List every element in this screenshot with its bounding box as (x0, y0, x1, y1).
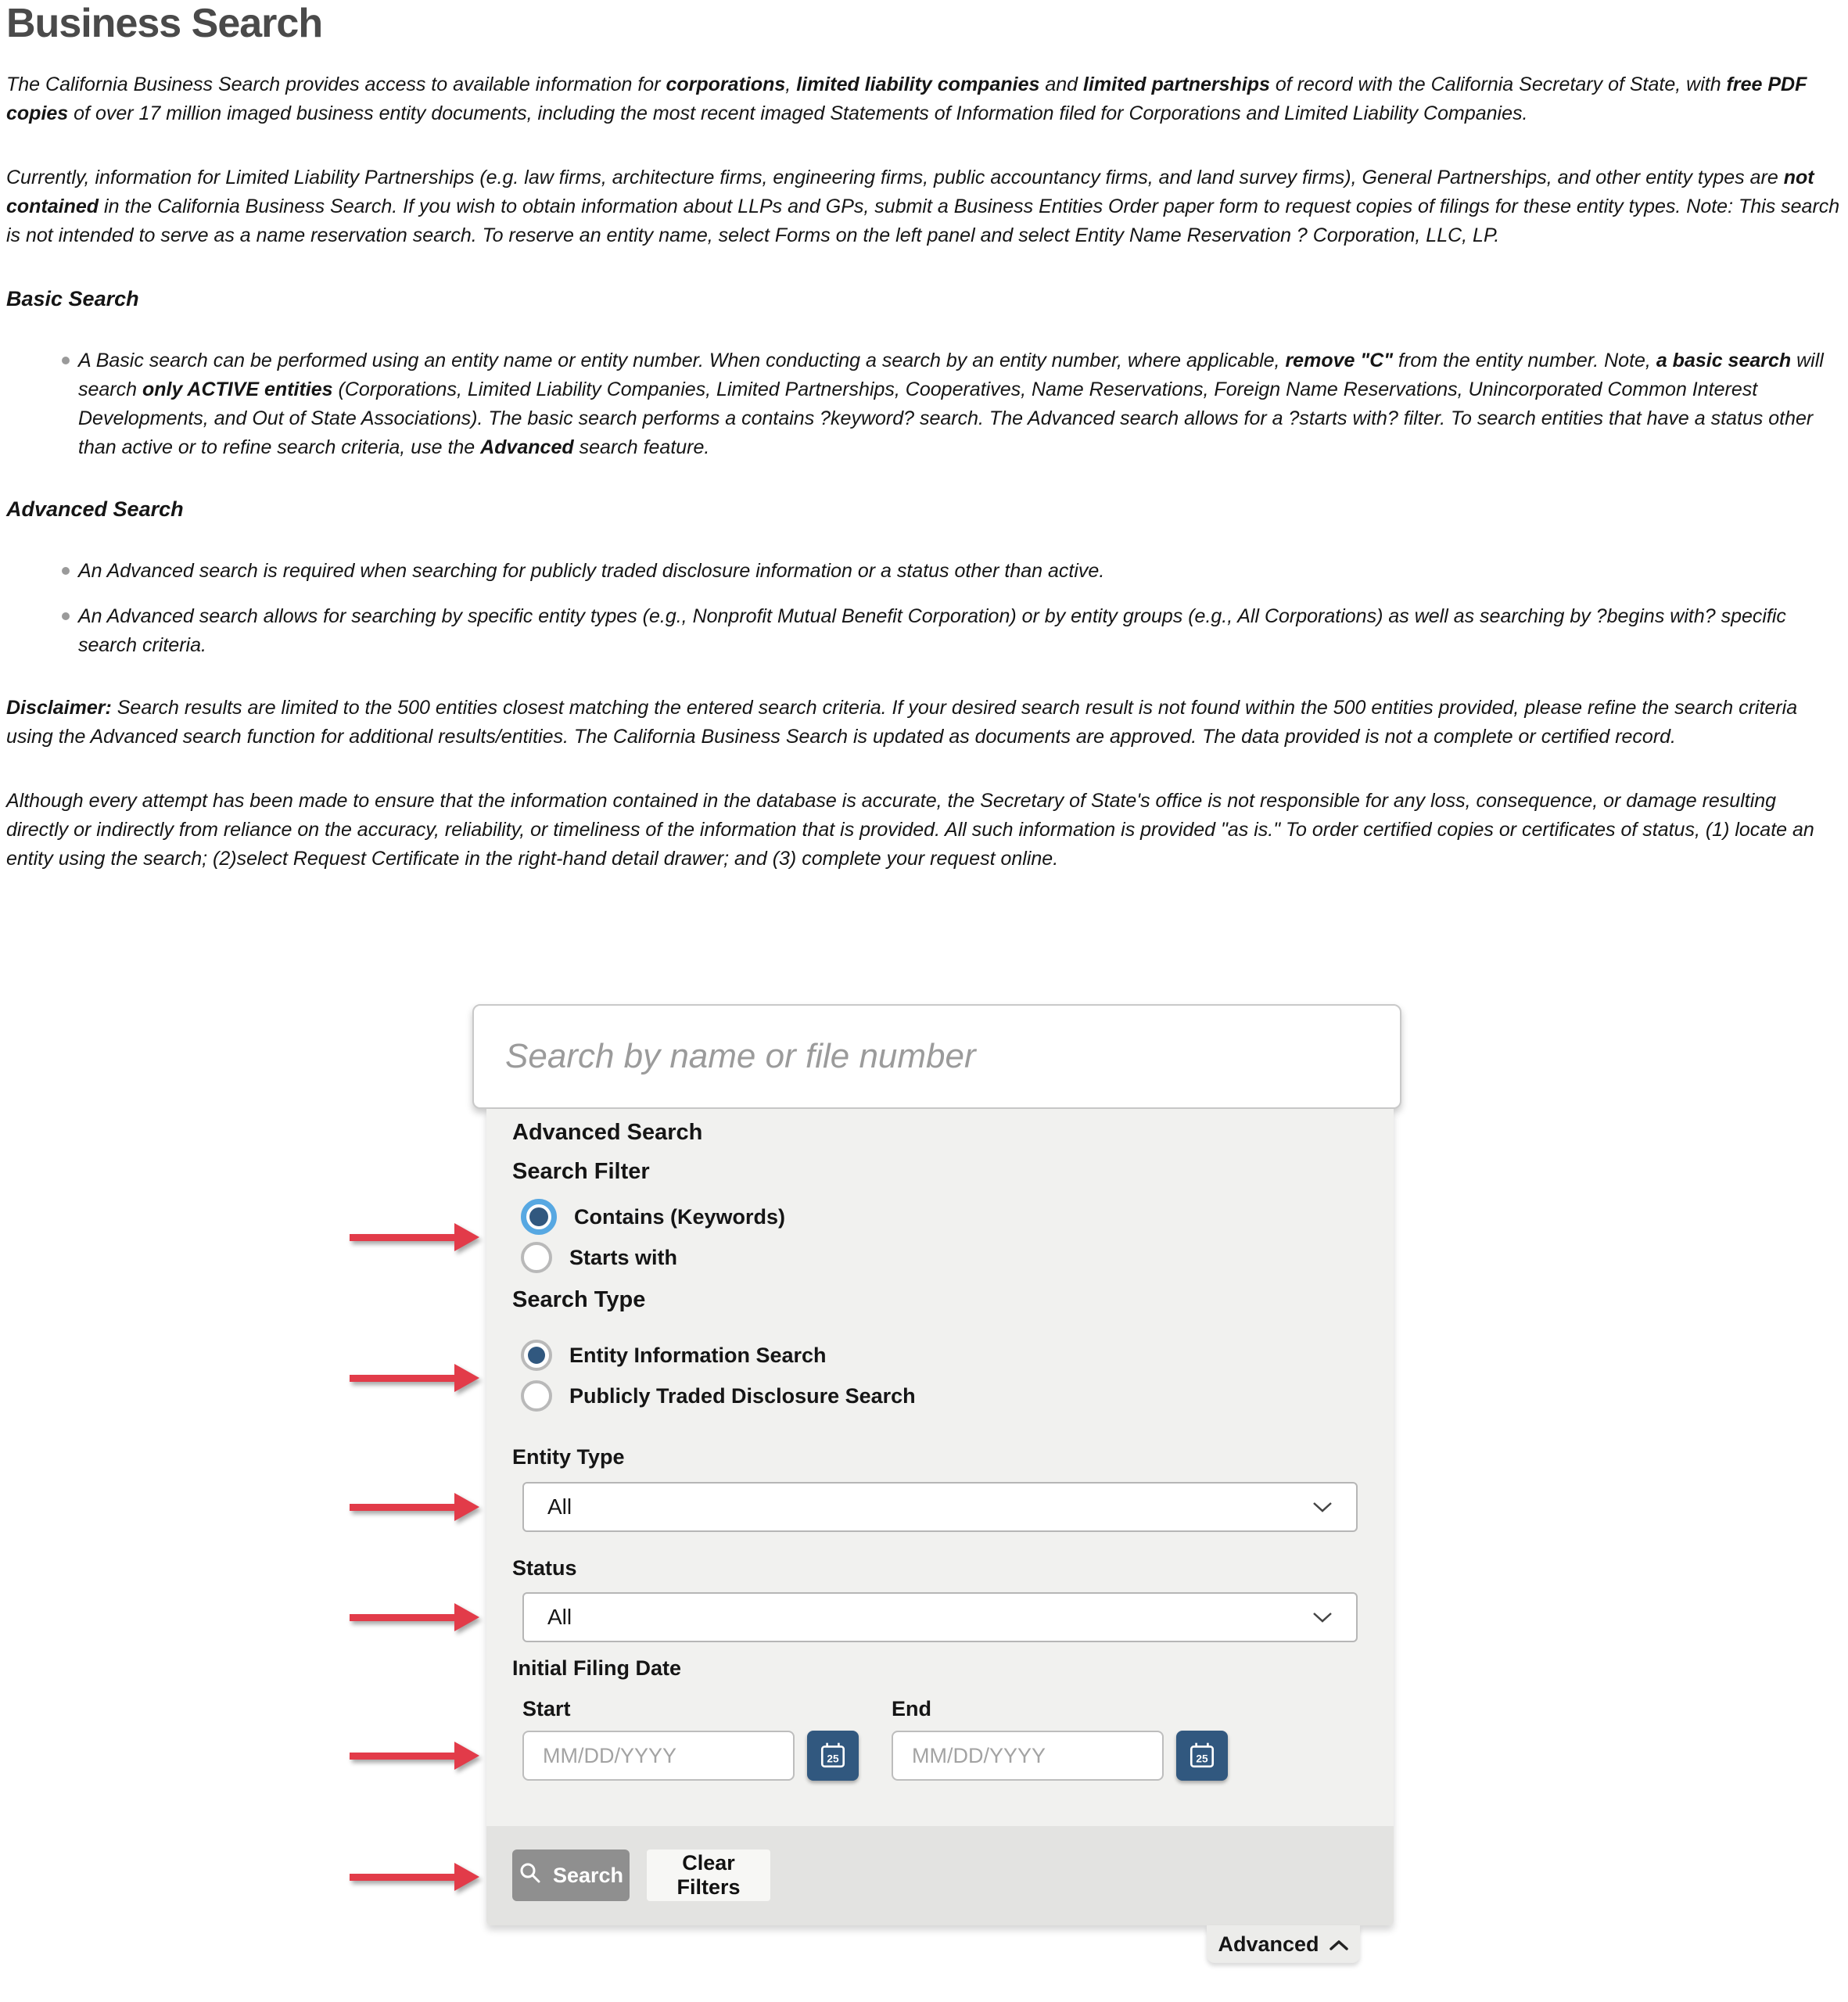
radio-unselected-icon (521, 1380, 552, 1412)
annotation-arrow-filing-date (350, 1742, 479, 1770)
basic-search-bullet: A Basic search can be performed using an entity name or entity number. When conducting a search by an entity number, where applicable, remove "C" from the entity number. Note, a basic search will search only ACTIVE entities (Corporations, Limited Liability Companies, Limited Partnerships, Cooperatives, Name Reservations, Foreign Name Reservations, Unincorporated Common Interest Developments, and Out of State Associations). The basic search performs a contains ?keyword? search. The Advanced search allows for a ?starts with? filter. To search entities that have a status other than active or to refine search criteria, use the Advanced search feature. (78, 346, 1842, 462)
status-value: All (547, 1605, 572, 1629)
advanced-search-heading: Advanced Search (6, 497, 184, 521)
clear-filters-button[interactable] (647, 1850, 770, 1901)
annotation-arrow-entity-type (350, 1493, 479, 1521)
end-date-label: End (892, 1697, 931, 1720)
status-select[interactable] (522, 1592, 1358, 1642)
radio-selected-icon (521, 1199, 557, 1235)
advanced-panel-title: Advanced Search (512, 1120, 703, 1145)
radio-starts-with[interactable] (521, 1242, 677, 1273)
start-date-label: Start (522, 1697, 571, 1720)
radio-unselected-icon (521, 1242, 552, 1273)
end-date-calendar-button[interactable] (1176, 1731, 1228, 1781)
status-label: Status (512, 1556, 577, 1580)
panel-footer (486, 1826, 1394, 1925)
radio-publicly-traded-disclosure-search[interactable] (521, 1380, 916, 1412)
entity-type-value: All (547, 1494, 572, 1519)
start-date-input[interactable] (522, 1731, 795, 1781)
radio-starts-with-label: Starts with (569, 1245, 678, 1269)
advanced-search-bullet-2: An Advanced search allows for searching by specific entity types (e.g., Nonprofit Mutual Benefit Corporation) or by entity groups (e.g., All Corporations) as well as searching by ?begins with? specific search criteria. (78, 602, 1842, 660)
search-icon (519, 1861, 542, 1890)
radio-selected-icon (521, 1340, 552, 1371)
business-search-input[interactable] (472, 1004, 1401, 1109)
disclaimer-paragraph: Disclaimer: Search results are limited to the 500 entities closest matching the entered search criteria. If your desired search result is not found within the 500 entities provided, please refine the search criteria using the Advanced search function for additional results/entities. The California Business Search is updated as documents are approved. The data provided is not a complete or certified record. (6, 697, 1798, 748)
advanced-toggle-tab[interactable] (1207, 1925, 1360, 1963)
advanced-toggle-label: Advanced (1218, 1932, 1319, 1956)
description-text-column (6, 0, 1842, 909)
accuracy-paragraph: Although every attempt has been made to ensure that the information contained in the database is accurate, the Secretary of State's office is not responsible for any loss, consequence, or damage resulting directly or indirectly from reliance on the accuracy, reliability, or timeliness of the information that is provided. All such information is provided "as is." To order certified copies or certificates of status, (1) locate an entity using the search; (2)select Request Certificate in the right-hand detail drawer; and (3) complete your request online. (6, 790, 1814, 870)
radio-entity-info-label: Entity Information Search (569, 1343, 827, 1367)
advanced-search-panel (486, 1109, 1394, 1925)
start-date-calendar-button[interactable] (807, 1731, 859, 1781)
advanced-search-bullets (6, 557, 1842, 660)
search-button[interactable] (512, 1850, 630, 1901)
search-filter-label: Search Filter (512, 1159, 650, 1184)
chevron-down-icon (1312, 1611, 1333, 1623)
radio-contains-label: Contains (Keywords) (574, 1204, 786, 1229)
search-button-label: Search (552, 1863, 624, 1887)
radio-publicly-traded-label: Publicly Traded Disclosure Search (569, 1383, 916, 1408)
radio-contains-keywords[interactable] (521, 1199, 785, 1235)
search-type-label: Search Type (512, 1287, 646, 1312)
annotation-arrow-search-type (350, 1364, 479, 1392)
chevron-up-icon (1329, 1932, 1349, 1957)
end-date-input[interactable] (892, 1731, 1164, 1781)
annotation-arrow-search-filter (350, 1223, 479, 1251)
svg-text:25: 25 (827, 1753, 839, 1764)
svg-text:25: 25 (1196, 1753, 1208, 1764)
page-title: Business Search (6, 1, 323, 46)
chevron-down-icon (1312, 1501, 1333, 1513)
calendar-icon (1187, 1740, 1217, 1772)
entity-types-paragraph: Currently, information for Limited Liability Partnerships (e.g. law firms, architecture firms, engineering firms, public accountancy firms, and land survey firms), General Partnerships, and other entity types are not contained in the California Business Search. If you wish to obtain information about LLPs and GPs, submit a Business Entities Order paper form to request copies of filings for these entity types. Note: This search is not intended to serve as a name reservation search. To reserve an entity name, select Forms on the left panel and select Entity Name Reservation ? Corporation, LLC, LP. (6, 167, 1840, 246)
basic-search-bullets (6, 346, 1842, 462)
entity-type-select[interactable] (522, 1482, 1358, 1532)
annotation-arrow-status (350, 1603, 479, 1631)
advanced-search-bullet-1: An Advanced search is required when searching for publicly traded disclosure information or a status other than active. (78, 557, 1842, 586)
clear-filters-label: Clear Filters (676, 1851, 741, 1899)
intro-paragraph: The California Business Search provides access to available information for corporations, limited liability companies and limited partnerships of record with the California Secretary of State, with free PDF copies of over 17 million imaged business entity documents, including the most recent imaged Statements of Information filed for Corporations and Limited Liability Companies. (6, 74, 1807, 124)
radio-entity-information-search[interactable] (521, 1340, 827, 1371)
basic-search-heading: Basic Search (6, 287, 139, 310)
entity-type-label: Entity Type (512, 1445, 625, 1469)
calendar-icon (818, 1740, 848, 1772)
annotation-arrow-search-button (350, 1863, 479, 1891)
initial-filing-date-label: Initial Filing Date (512, 1656, 682, 1680)
